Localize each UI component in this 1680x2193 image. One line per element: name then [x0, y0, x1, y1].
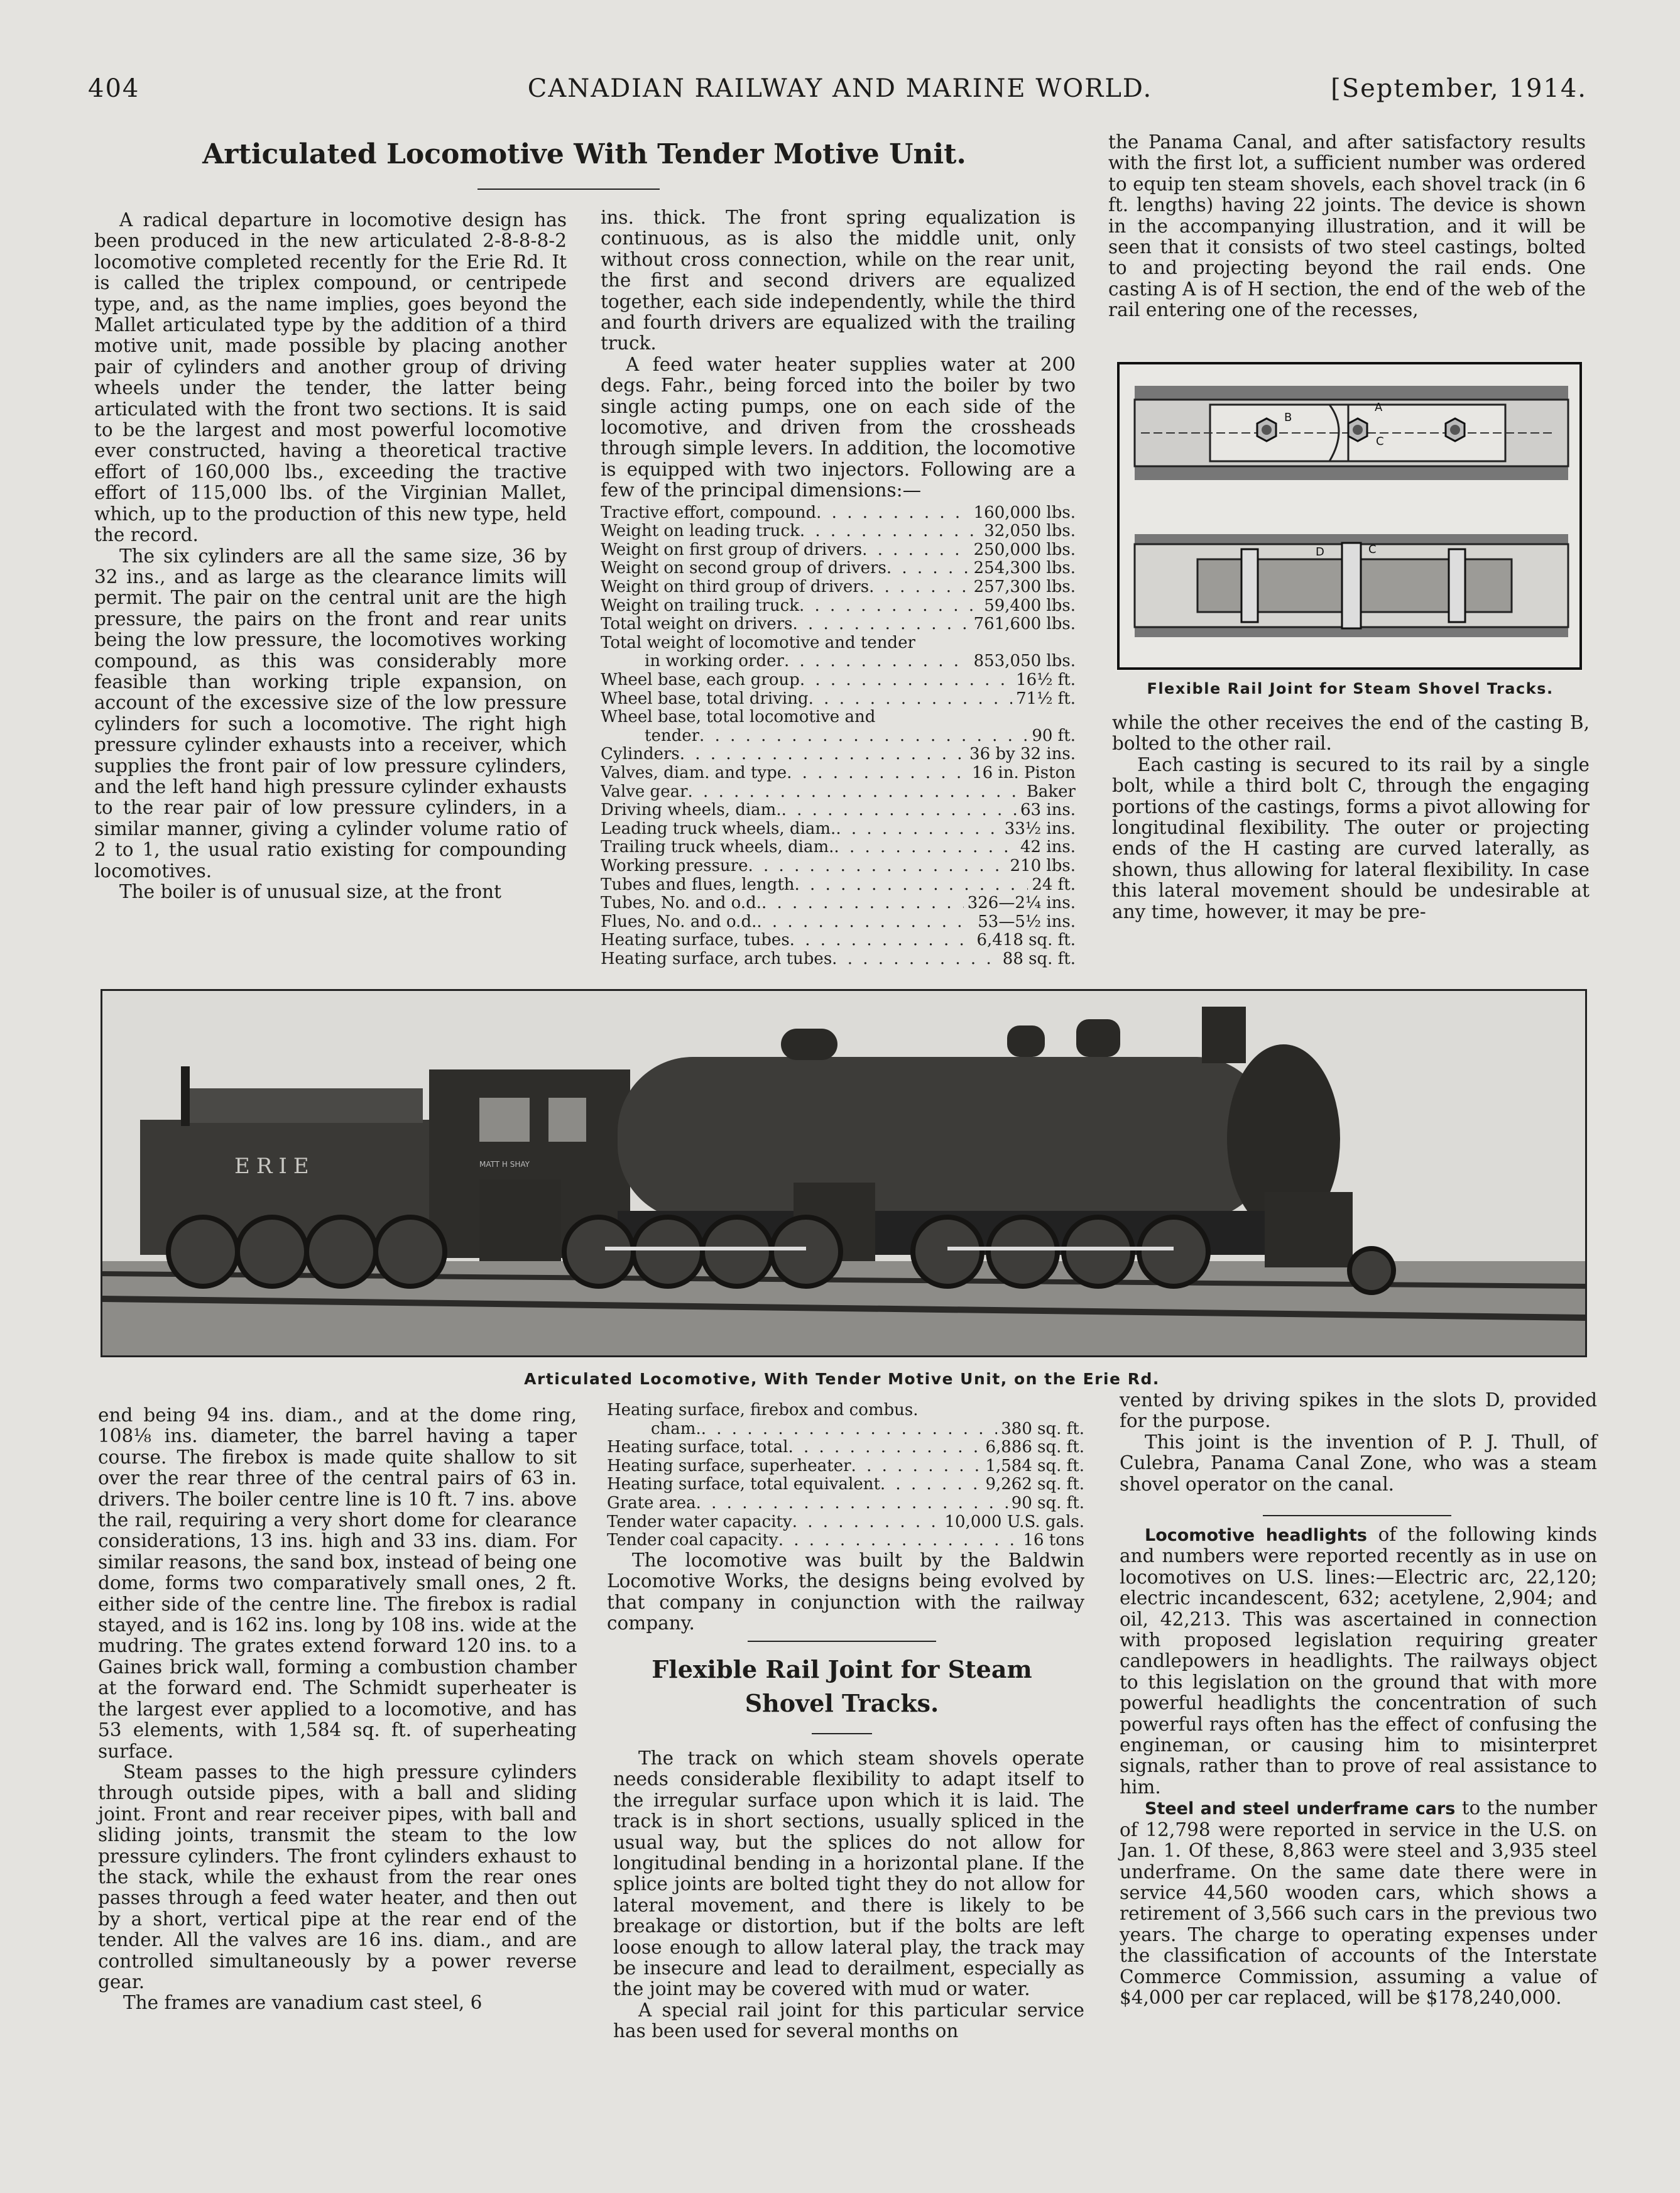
leader-dots: [701, 1420, 998, 1439]
leader-dots: [800, 671, 1012, 690]
dimension-label: Tender coal capacity: [607, 1531, 778, 1550]
dimension-label: Weight on first group of drivers: [601, 540, 863, 559]
dimension-row: [601, 950, 1076, 969]
dimension-row: [601, 671, 1076, 690]
note-text: of the following kinds and numbers were reported recently as in use on locomotives on U.S. lines:—Electric arc, 22,120; electric incandescent, 632; acetylene, 2,904; and oil, 42,213. This was ascertained in connection with proposed legislation requiring greater candlepowers in headlights. The railways object to this legislation on the ground that with more powerful headlights the concentration of such powerful rays often has the effect of confusing the engineman, or causing him to misinterpret signals, rather than to prove of real assistance to him.: [1120, 1524, 1597, 1798]
dimension-label: in working order: [645, 652, 784, 671]
dimension-value: 42 ins.: [1020, 838, 1076, 857]
notes-rule: [1263, 1515, 1451, 1516]
dimension-row: [601, 504, 1076, 523]
dimension-label: Tractive effort, compound: [601, 503, 817, 522]
dimension-label: Tubes and flues, length: [601, 875, 795, 894]
dimension-value: 32,050 lbs.: [984, 522, 1076, 541]
bolt-a: [1446, 418, 1465, 441]
dimension-row: [607, 1401, 1084, 1420]
dimension-value: 250,000 lbs.: [973, 540, 1076, 559]
dimension-label: Heating surface, total: [607, 1438, 788, 1457]
paragraph: The locomotive was built by the Baldwin Locomotive Works, the designs being evolved by that company in conjunction with the railway company.: [607, 1549, 1084, 1634]
leader-dots: [869, 578, 970, 597]
leader-dots: [696, 1494, 1008, 1513]
label-c: C: [1376, 435, 1384, 448]
rail-joint-figure: [1116, 361, 1583, 671]
dimension-row: [607, 1494, 1084, 1513]
paragraph: The boiler is of unusual size, at the front: [119, 881, 501, 902]
leader-dots: [788, 1438, 981, 1457]
dimension-label: tender: [645, 726, 700, 745]
paragraph: end being 94 ins. diam., and at the dome ring, 108⅛ ins. diameter, the barrel having a taper course. The firebox is made quite shallow to sit over the rear three of the central pairs of 63 in. drivers. The boiler centre line is 10 ft. 7 ins. above the rail, requiring a very short dome for clearance considerations, 13 ins. high and 33 ins. diam. For similar reasons, the sand box, instead of being one dome, forms two comparatively small ones, 2 ft. either side of the centre line. The firebox is radial stayed, and is 162 ins. long by 108 ins. wide at the mudring. The grates extend forward 120 ins. to a Gaines brick wall, forming a combustion chamber at the forward end. The Schmidt superheater is the largest ever applied to a locomotive, and has 53 elements, with 1,584 sq. ft. of superheating surface.: [98, 1404, 577, 1762]
locomotive-photo: [101, 989, 1587, 1357]
dimension-label: Wheel base, total driving: [601, 689, 809, 708]
dimension-value: 53—5½ ins.: [978, 912, 1076, 931]
dimension-value: 59,400 lbs.: [984, 596, 1076, 615]
paragraph: Steam passes to the high pressure cylinders through outside pipes, with a ball and sliding joint. Front and rear receiver pipes, with ball and sliding joints, transmit the steam to the low pressure cylinders. The front cylinders exhaust to the stack, while the exhaust from the rear ones passes through a feed water heater, and then out by a short, vertical pipe at the rear end of the tender. All the valves are 16 ins. diam., and are controlled simultaneously by a power reverse gear.: [98, 1761, 577, 1993]
leader-dots: [851, 1457, 982, 1476]
leader-dots: [787, 764, 968, 783]
leader-dots: [782, 801, 1017, 820]
dimension-label: Valves, diam. and type: [601, 764, 787, 782]
paragraph: A special rail joint for this particular service has been used for several months on: [613, 1999, 1084, 2042]
paragraph: A radical departure in locomotive design has been produced in the new articulated 2-8-8-8-2 locomotive completed recently for the Erie Rd. It is called the triplex compound, or centripede type, and, as the name implies, goes beyond the Mallet articulated type by the addition of a third motive unit, made possible by placing another pair of cylinders and another group of driving wheels under the tender, the latter being articulated with the front two sections. It is said to be the largest and most powerful locomotive ever constructed, having a theoretical tractive effort of 160,000 lbs., exceeding the tractive effort of 115,000 lbs. of the Virginian Mallet, which, up to the production of this new type, held the record.: [94, 209, 567, 546]
dimension-row: [601, 783, 1076, 802]
dimension-row: [601, 820, 1076, 839]
title-rule: [477, 189, 660, 190]
dimension-row: [601, 801, 1076, 820]
article-column-3: [1108, 132, 1586, 321]
paragraph: vented by driving spikes in the slots D, provided for the purpose.: [1120, 1389, 1597, 1432]
dimension-row: [601, 615, 1076, 634]
leader-dots: [778, 1531, 1020, 1550]
dimension-label: Cylinders: [601, 745, 680, 764]
leader-dots: [756, 913, 974, 932]
dimension-row: [601, 876, 1076, 895]
dimension-value: 33½ ins.: [1004, 819, 1076, 838]
leader-dots: [792, 1513, 941, 1532]
section-rule: [748, 1641, 936, 1642]
article-column-3-continued: [1112, 713, 1590, 922]
dimension-value: 90 ft.: [1032, 726, 1076, 745]
dimension-value: 6,418 sq. ft.: [976, 931, 1076, 950]
dimension-row: [607, 1438, 1084, 1457]
dimension-row: [607, 1420, 1084, 1439]
dimension-label: Heating surface, total equivalent: [607, 1475, 880, 1494]
article-column-1-continued: [98, 1405, 577, 2014]
leader-dots: [761, 894, 964, 913]
locomotive-illustration: [102, 991, 1585, 1355]
dimension-value: 71½ ft.: [1016, 689, 1076, 708]
dimension-row: [601, 894, 1076, 913]
note-headlights: [1120, 1524, 1597, 1798]
dimension-label: Working pressure: [601, 856, 748, 875]
dimension-row: [601, 857, 1076, 876]
dimension-row: [601, 597, 1076, 616]
leader-dots: [816, 504, 969, 523]
dimension-value: 90 sq. ft.: [1011, 1494, 1084, 1512]
figure-caption: Flexible Rail Joint for Steam Shovel Tracks.: [1147, 680, 1554, 697]
article-2-title: Flexible Rail Joint for Steam Shovel Tracks.: [652, 1655, 1032, 1717]
paragraph: Each casting is secured to its rail by a single bolt, while a third bolt C, through the engaging portions of the castings, forms a pivot allowing for longitudinal flexibility. The outer or projecting ends of the H casting are curved laterally, as shown, thus allowing for lateral flexibility. In case this lateral movement should be undesirable at any time, however, it may be pre-: [1112, 753, 1590, 922]
dimension-row: [601, 522, 1076, 541]
dimension-label: Heating surface, arch tubes: [601, 949, 832, 968]
article-title: Articulated Locomotive With Tender Motive Unit.: [202, 138, 966, 170]
dimensions-table-continued: [607, 1401, 1084, 1550]
paragraph: A feed water heater supplies water at 200 degs. Fahr., being forced into the boiler by two single acting pumps, one on each side of the locomotive, and driven from the crossheads through simple levers. In addition, the locomotive is equipped with two injectors. Following are a few of the principal dimensions:—: [601, 353, 1076, 501]
dimension-label: Flues, No. and o.d.: [601, 912, 757, 931]
dimension-value: 853,050 lbs.: [973, 652, 1076, 671]
news-notes: [1120, 1524, 1597, 2008]
dimension-row: [601, 559, 1076, 578]
paragraph: while the other receives the end of the casting B, bolted to the other rail.: [1112, 712, 1590, 755]
dimension-row: [601, 634, 1076, 653]
dimension-value: 16½ ft.: [1016, 671, 1076, 690]
dimension-label: Trailing truck wheels, diam.: [601, 838, 834, 857]
label-c2: C: [1368, 543, 1377, 556]
rail-joint-drawing: [1116, 361, 1583, 671]
label-b: B: [1284, 411, 1292, 424]
dimension-label: Heating surface, superheater: [607, 1457, 851, 1475]
leader-dots: [792, 615, 969, 634]
dimension-row: [601, 838, 1076, 857]
dimension-label: Wheel base, total locomotive and: [601, 708, 876, 727]
note-runin: Locomotive headlights: [1145, 1526, 1367, 1545]
leader-dots: [795, 876, 1028, 895]
dimension-value: 6,886 sq. ft.: [985, 1438, 1084, 1457]
article-column-2: [601, 207, 1076, 969]
article-2-column-2: [613, 1748, 1084, 2042]
dimension-row: [607, 1457, 1084, 1476]
dimension-label: Tender water capacity: [607, 1512, 792, 1531]
dimension-value: 1,584 sq. ft.: [985, 1457, 1084, 1475]
dimension-label: Weight on third group of drivers: [601, 578, 870, 597]
dimension-row: [601, 727, 1076, 746]
dimension-row: [601, 708, 1076, 727]
dimension-row: [607, 1475, 1084, 1494]
leader-dots: [790, 931, 973, 950]
leader-dots: [862, 541, 970, 560]
dimension-value: Baker: [1026, 782, 1076, 801]
dimension-label: Grate area: [607, 1494, 696, 1512]
paragraph: the Panama Canal, and after satisfactory results with the first lot, a sufficient number was ordered to equip ten steam shovels, each shovel track (in 6 ft. lengths) having 22 joints. The device is shown in the accompanying illustration, and it will be seen that it consists of two steel castings, bolted to and projecting beyond the rail ends. One casting A is of H section, the end of the web of the rail entering one of the recesses,: [1108, 131, 1586, 321]
dimension-value: 257,300 lbs.: [973, 578, 1076, 597]
dimension-value: 10,000 U.S. gals.: [944, 1512, 1084, 1531]
leader-dots: [886, 559, 970, 578]
leader-dots: [699, 727, 1028, 746]
article-column-3-bottom: [1120, 1390, 1597, 1495]
title-rule-2: [812, 1733, 872, 1734]
bolt-c: [1348, 418, 1367, 441]
dimensions-table: [601, 504, 1076, 969]
article-column-2-continued: [607, 1401, 1084, 1634]
dimension-label: Tubes, No. and o.d.: [601, 894, 761, 913]
leader-dots: [880, 1475, 982, 1494]
note-runin: Steel and steel underframe cars: [1145, 1799, 1456, 1819]
dimension-label: Valve gear: [601, 782, 688, 801]
dimension-label: Total weight on drivers: [601, 615, 793, 634]
note-steel-cars: [1120, 1798, 1597, 2008]
dimension-label: Wheel base, each group: [601, 671, 800, 690]
dimension-value: 380 sq. ft.: [1001, 1419, 1084, 1438]
dimension-row: [601, 764, 1076, 783]
dimension-value: 326—2¼ ins.: [967, 894, 1076, 913]
dimension-label: Total weight of locomotive and tender: [601, 633, 915, 652]
leader-dots: [834, 838, 1017, 857]
paragraph: The track on which steam shovels operate needs considerable flexibility to adapt itself to the irregular surface upon which it is laid. The track is in short sections, usually spliced in the usual way, but the splices do not allow for longitudinal bending in a horizontal plane. If the splice joints are bolted tight they do not allow for lateral movement, and there is likely to be breakage or distortion, but if the bolts are left loose enough to allow lateral play, the track may be insecure and lead to derailment, especially as the joint may be covered with mud or water.: [613, 1747, 1084, 2000]
dimension-value: 9,262 sq. ft.: [985, 1475, 1084, 1494]
dimension-value: 88 sq. ft.: [1002, 949, 1076, 968]
dimension-label: Leading truck wheels, diam.: [601, 819, 836, 838]
dimension-value: 24 ft.: [1032, 875, 1076, 894]
dimension-label: Heating surface, firebox and combus.: [607, 1401, 919, 1419]
cab-plate: MATT H SHAY: [479, 1160, 530, 1169]
dimension-value: 210 lbs.: [1010, 856, 1076, 875]
dimension-row: [601, 652, 1076, 671]
leader-dots: [832, 950, 999, 969]
paragraph: The six cylinders are all the same size, 36 by 32 ins., and as large as the clearance limits will permit. The pair on the central unit are the high pressure, the pairs on the front and rear units being the low pressure, the locomotives working compound, as this was considerably more feasible than working triple expansion, on account of the excessive size of the low pressure cylinders for such a locomotive. The right high pressure cylinder exhausts into a receiver, which supplies the front pair of low pressure cylinders, and the left hand high pressure cylinder exhausts to the rear pair of low pressure cylinders, in a similar manner, giving a cylinder volume ratio of 2 to 1, the usual ratio existing for compounding locomotives.: [94, 545, 567, 882]
note-text: to the number of 12,798 were reported in service in the U.S. on Jan. 1. Of these, 8,863 were steel and 3,935 steel underframe. On the same date there were in service 44,560 wooden cars, which shows a retirement of 3,566 such cars in the previous two years. The charge to operating expenses under the classification of accounts of the Interstate Commerce Commission, assuming a value of $4,000 per car replaced, will be $178,240,000.: [1120, 1797, 1597, 2008]
article-column-1: [94, 210, 567, 902]
leader-dots: [809, 690, 1012, 709]
label-a: A: [1375, 401, 1383, 414]
paragraph: ins. thick. The front spring equalization is continuous, as is also the middle unit, only without cross connection, while on the rear unit, the first and second drivers are equalized together, each side independently, while the third and fourth drivers are equalized with the trailing truck.: [601, 207, 1076, 354]
issue-date: [September, 1914.: [1331, 74, 1587, 103]
dimension-row: [601, 541, 1076, 560]
journal-title: CANADIAN RAILWAY AND MARINE WORLD.: [527, 74, 1153, 103]
dimension-value: 63 ins.: [1020, 801, 1076, 820]
paragraph: The frames are vanadium cast steel, 6: [123, 1992, 483, 2014]
page-number: 404: [88, 74, 140, 103]
dimension-row: [601, 690, 1076, 709]
dimension-label: Heating surface, tubes: [601, 931, 790, 950]
dimension-value: 160,000 lbs.: [973, 503, 1076, 522]
bolt-b: [1257, 418, 1276, 441]
dimension-value: 254,300 lbs.: [973, 559, 1076, 578]
dimension-value: 16 in. Piston: [972, 764, 1076, 782]
dimension-row: [601, 578, 1076, 597]
dimension-row: [607, 1531, 1084, 1550]
leader-dots: [784, 652, 970, 671]
dimension-value: 761,600 lbs.: [973, 615, 1076, 634]
leader-dots: [748, 857, 1006, 876]
leader-dots: [836, 820, 1000, 839]
label-d: D: [1316, 545, 1324, 559]
leader-dots: [799, 597, 980, 616]
dimension-row: [607, 1513, 1084, 1532]
dimension-value: 36 by 32 ins.: [969, 745, 1076, 764]
leader-dots: [680, 745, 966, 764]
dimension-label: cham.: [651, 1419, 701, 1438]
leader-dots: [800, 522, 980, 541]
dimension-label: Weight on trailing truck: [601, 596, 799, 615]
dimension-label: Driving wheels, diam.: [601, 801, 782, 820]
tender-lettering: ERIE: [234, 1154, 315, 1179]
leader-dots: [688, 783, 1023, 802]
dimension-value: 16 tons: [1023, 1531, 1084, 1550]
dimension-row: [601, 931, 1076, 950]
dimension-row: [601, 913, 1076, 932]
dimension-label: Weight on leading truck: [601, 522, 800, 541]
paragraph: This joint is the invention of P. J. Thull, of Culebra, Panama Canal Zone, who was a steam shovel operator on the canal.: [1120, 1431, 1597, 1495]
dimension-label: Weight on second group of drivers: [601, 559, 886, 578]
photo-caption: Articulated Locomotive, With Tender Motive Unit, on the Erie Rd.: [524, 1370, 1160, 1388]
dimension-row: [601, 745, 1076, 764]
